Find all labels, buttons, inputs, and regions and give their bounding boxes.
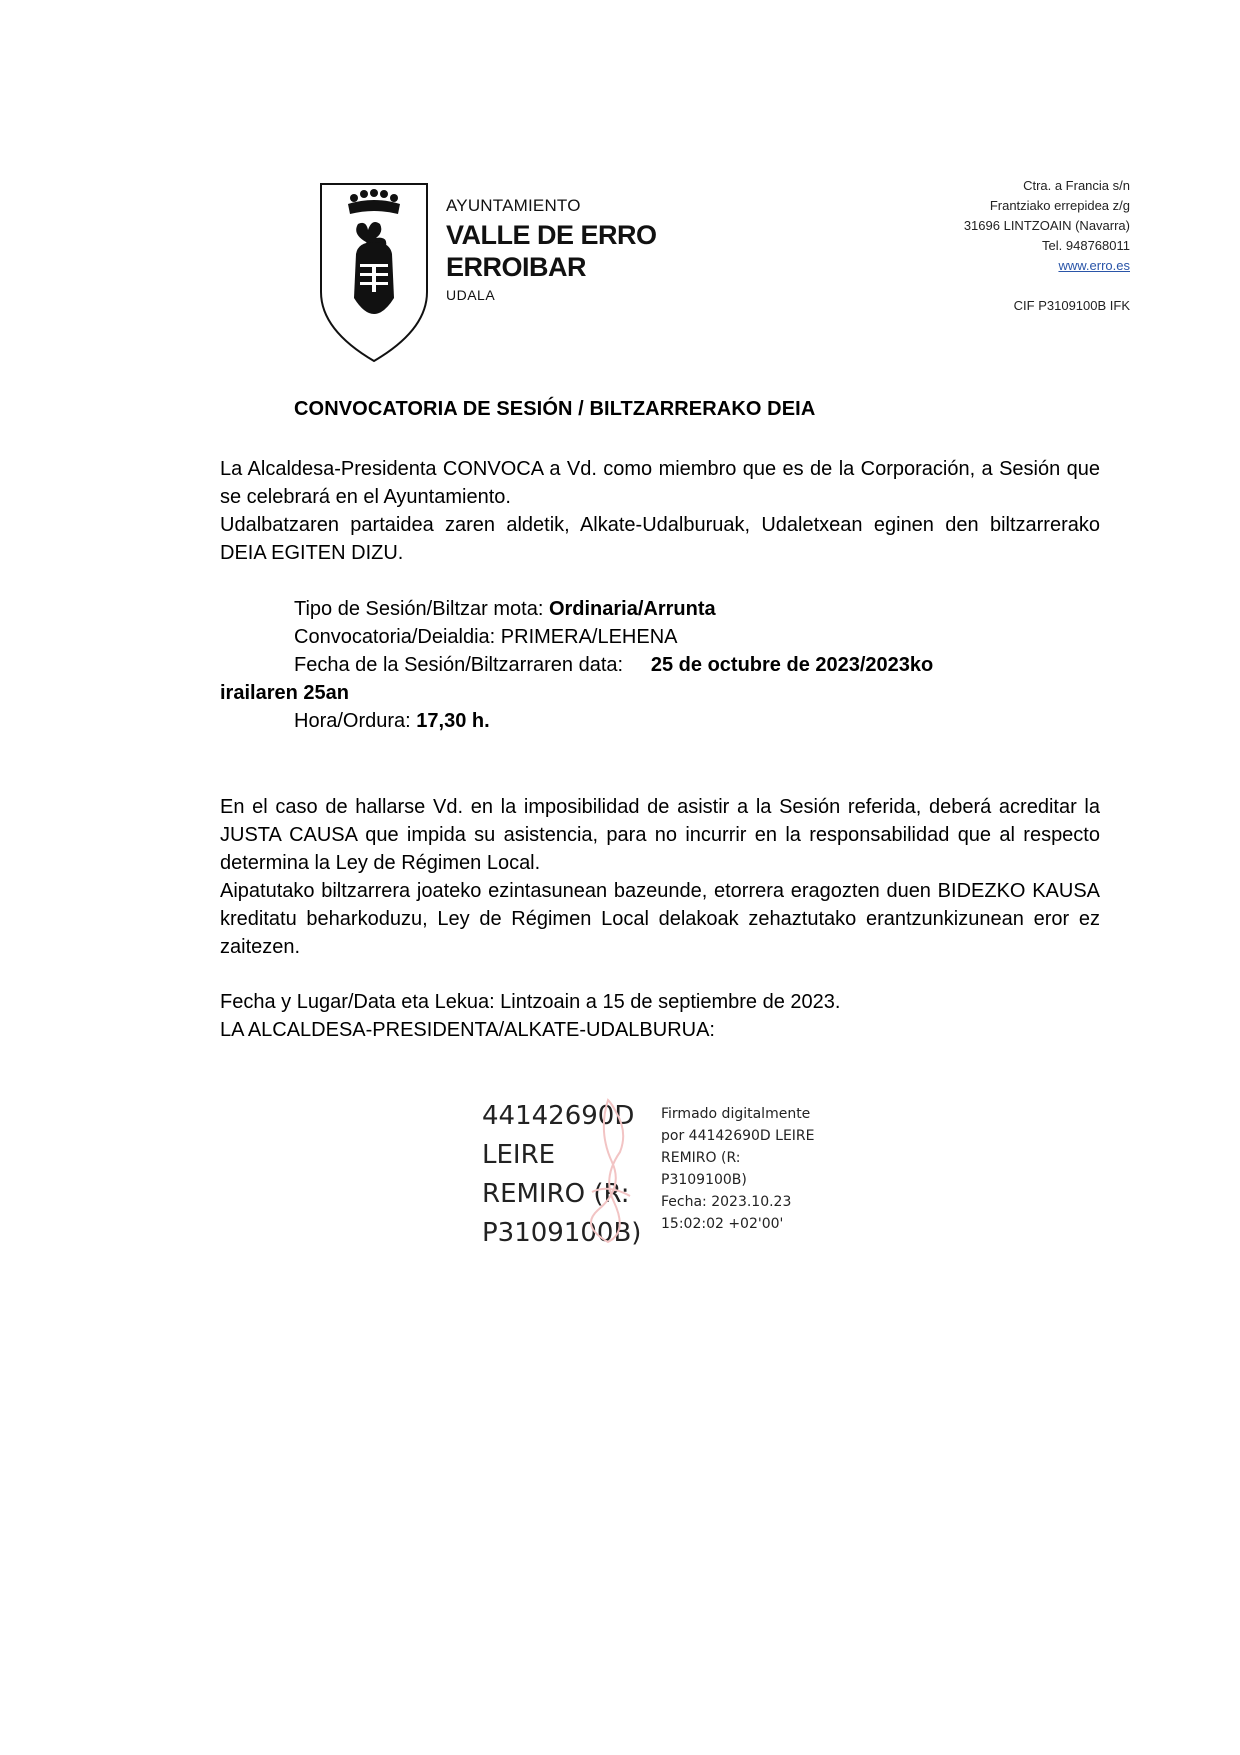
place-date: Fecha y Lugar/Data eta Lekua: Lintzoain a 15 de septiembre de 2023. [220,991,841,1013]
session-date-value-cont: irailaren 25an [220,682,349,704]
signature-watermark-icon [568,1092,648,1252]
session-date-value: 25 de octubre de 2023/2023ko [650,654,934,676]
phone-number: Tel. 948768011 [1042,238,1130,253]
session-type-row [220,595,1100,623]
session-date-continuation [220,679,1100,707]
session-details [220,595,1100,735]
address-line-1: Ctra. a Francia s/n [1023,178,1130,193]
website-link[interactable]: www.erro.es [1058,258,1130,273]
cif-number: CIF P3109100B IFK [1013,298,1130,313]
signature-meta-line: Fecha: 2023.10.23 [661,1194,792,1210]
call-row [220,623,1100,651]
address-line-3: 31696 LINTZOAIN (Navarra) [963,218,1130,233]
address-line-2: Frantziako errepidea z/g [989,198,1130,213]
address-block [964,176,1130,316]
intro-section [220,455,1100,567]
signer-title: LA ALCALDESA-PRESIDENTA/ALKATE-UDALBURUA: [220,1019,715,1041]
session-time-label: Hora/Ordura: [294,710,417,732]
intro-basque: Udalbatzaren partaidea zaren aldetik, Alkate-Udalburuak, Udaletxean eginen den biltzarrerako DEIA EGITEN DIZU. [220,514,1100,564]
signature-metadata [661,1103,815,1235]
absence-basque: Aipatutako biltzarrera joateko ezintasunean bazeunde, etorrera eragozten duen BIDEZKO KAUSA kreditatu beharkoduzu, Ley de Régimen Local delakoak zehaztutako erantzunkizunean eror ez zaitezen. [220,880,1100,958]
session-date-row [220,651,1100,679]
org-line-valle-de-erro: VALLE DE ERRO [446,220,657,250]
signature-meta-line: por 44142690D LEIRE [661,1128,815,1144]
signature-meta-line: REMIRO (R: [661,1150,741,1166]
signature-meta-line: Firmado digitalmente [661,1106,811,1122]
call-label: Convocatoria/Deialdia: [294,626,501,648]
closing-section [220,988,1100,1044]
signature-name-line: 44142690D [482,1101,635,1131]
session-type-value: Ordinaria/Arrunta [548,598,716,620]
intro-spanish: La Alcaldesa-Presidenta CONVOCA a Vd. como miembro que es de la Corporación, a Sesión que se celebrará en el Ayuntamiento. [220,458,1100,508]
organization-name [446,196,657,304]
session-time-value: 17,30 h. [416,710,490,732]
absence-section [220,793,1100,961]
org-line-ayuntamiento: AYUNTAMIENTO [446,196,581,215]
signature-meta-line: P3109100B) [661,1172,747,1188]
call-value: PRIMERA/LEHENA [500,626,678,648]
session-date-label: Fecha de la Sesión/Biltzarraren data: [294,654,624,676]
signature-meta-line: 15:02:02 +02'00' [661,1216,784,1232]
absence-spanish: En el caso de hallarse Vd. en la imposibilidad de asistir a la Sesión referida, deberá acreditar la JUSTA CAUSA que impida su asistencia, para no incurrir en la responsabilidad que al respecto determina la Ley de Régimen Local. [220,796,1100,874]
signature-name-line: P3109100B) [482,1218,642,1248]
org-line-erroibar: ERROIBAR [446,252,587,282]
document-title: CONVOCATORIA DE SESIÓN / BILTZARRERAKO DEIA [294,398,816,420]
org-line-udala: UDALA [446,287,496,303]
signature-name-line: REMIRO (R: [482,1179,630,1209]
signature-name-line: LEIRE [482,1140,556,1170]
municipal-shield-logo [318,180,430,364]
session-type-label: Tipo de Sesión/Biltzar mota: [294,598,549,620]
session-time-row [220,707,1100,735]
